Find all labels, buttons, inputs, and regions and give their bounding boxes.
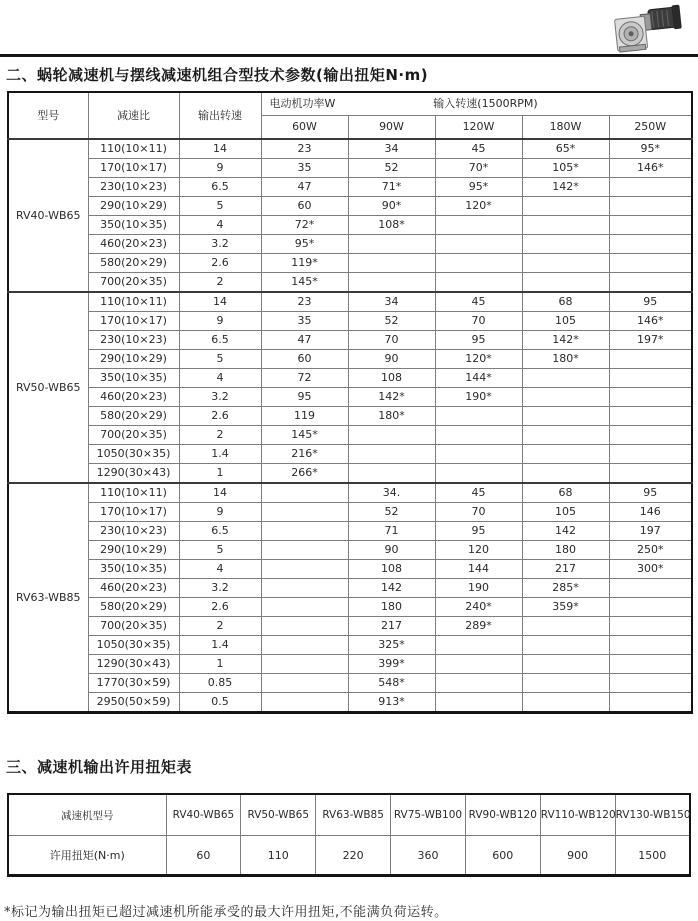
- torque-value-cell: [522, 674, 609, 693]
- parameter-row: [8, 579, 692, 598]
- ratio-cell: 110(10×11): [88, 139, 179, 159]
- torque-value-cell: 95: [609, 483, 692, 503]
- torque-value-cell: 72: [261, 369, 348, 388]
- torque-value-cell: 23: [261, 292, 348, 312]
- parameter-row: [8, 522, 692, 541]
- torque-value-cell: [348, 426, 435, 445]
- torque-value-cell: [522, 197, 609, 216]
- torque-value-cell: [261, 674, 348, 693]
- torque-value-cell: [609, 693, 692, 713]
- torque-value-cell: [261, 655, 348, 674]
- torque-value-cell: 70*: [435, 159, 522, 178]
- gearbox-photo-icon: [608, 4, 688, 54]
- section3-title: 三、减速机输出许用扭矩表: [6, 758, 193, 776]
- torque-value-cell: 913*: [348, 693, 435, 713]
- parameters-table: [7, 91, 693, 714]
- section2-title: 二、蜗轮减速机与摆线减速机组合型技术参数(输出扭矩N·m): [6, 66, 429, 84]
- torque-value-cell: 144: [435, 560, 522, 579]
- ratio-cell: 700(20×35): [88, 617, 179, 636]
- torque-value-cell: 95: [609, 292, 692, 312]
- ratio-cell: 110(10×11): [88, 483, 179, 503]
- torque-value-cell: [435, 235, 522, 254]
- torque-value-cell: [522, 426, 609, 445]
- torque-value-cell: 217: [522, 560, 609, 579]
- torque-value-cell: 90*: [348, 197, 435, 216]
- output-speed-cell: 3.2: [179, 235, 261, 254]
- torque-model: RV50-WB65: [241, 794, 316, 836]
- output-speed-cell: 3.2: [179, 579, 261, 598]
- torque-value-cell: [609, 254, 692, 273]
- output-speed-cell: 4: [179, 216, 261, 235]
- torque-value-cell: [609, 579, 692, 598]
- torque-value-cell: [435, 655, 522, 674]
- torque-value-cell: 105: [522, 503, 609, 522]
- torque-value: 60: [166, 836, 241, 876]
- col-header-model: 型号: [8, 92, 88, 139]
- torque-value-cell: 359*: [522, 598, 609, 617]
- torque-value-cell: 65*: [522, 139, 609, 159]
- ratio-cell: 1050(30×35): [88, 636, 179, 655]
- torque-value-cell: 60: [261, 197, 348, 216]
- torque-value-cell: 35: [261, 159, 348, 178]
- ratio-cell: 230(10×23): [88, 522, 179, 541]
- torque-value-cell: [609, 655, 692, 674]
- parameter-row: [8, 445, 692, 464]
- output-speed-cell: 9: [179, 159, 261, 178]
- parameter-row: [8, 292, 692, 312]
- torque-value-cell: [348, 445, 435, 464]
- torque-value-cell: [609, 388, 692, 407]
- torque-value-cell: 120*: [435, 350, 522, 369]
- torque-value-cell: [522, 216, 609, 235]
- torque-value-cell: [609, 216, 692, 235]
- torque-value-cell: [261, 560, 348, 579]
- output-speed-cell: 9: [179, 503, 261, 522]
- torque-value-cell: 399*: [348, 655, 435, 674]
- torque-value-cell: 95*: [435, 178, 522, 197]
- torque-value-cell: 95*: [609, 139, 692, 159]
- parameter-row: [8, 407, 692, 426]
- torque-value-cell: 71*: [348, 178, 435, 197]
- output-speed-cell: 4: [179, 369, 261, 388]
- torque-value-cell: [435, 216, 522, 235]
- torque-value-cell: 52: [348, 312, 435, 331]
- output-speed-cell: 2: [179, 617, 261, 636]
- parameter-row: [8, 560, 692, 579]
- torque-value-cell: 105: [522, 312, 609, 331]
- parameter-row: [8, 388, 692, 407]
- input-speed-label: 输入转速(1500RPM): [433, 97, 538, 110]
- ratio-cell: 290(10×29): [88, 197, 179, 216]
- torque-value-cell: 34: [348, 139, 435, 159]
- torque-value-cell: [261, 483, 348, 503]
- torque-value-cell: [348, 254, 435, 273]
- torque-value-cell: 217: [348, 617, 435, 636]
- torque-value-cell: 72*: [261, 216, 348, 235]
- output-speed-cell: 2: [179, 273, 261, 293]
- torque-value-cell: [261, 636, 348, 655]
- torque-value-cell: [261, 598, 348, 617]
- torque-value-cell: 146*: [609, 159, 692, 178]
- parameter-row: [8, 178, 692, 197]
- torque-value-cell: [609, 598, 692, 617]
- torque-value-cell: 145*: [261, 273, 348, 293]
- torque-value-cell: [261, 617, 348, 636]
- torque-value-cell: [609, 369, 692, 388]
- torque-header-label: 减速机型号: [8, 794, 166, 836]
- torque-value-cell: 144*: [435, 369, 522, 388]
- torque-value-cell: 266*: [261, 464, 348, 484]
- output-speed-cell: 2.6: [179, 598, 261, 617]
- parameter-row: [8, 369, 692, 388]
- output-speed-cell: 5: [179, 197, 261, 216]
- torque-value-cell: [522, 235, 609, 254]
- ratio-cell: 580(20×29): [88, 598, 179, 617]
- torque-value-cell: [261, 693, 348, 713]
- ratio-cell: 170(10×17): [88, 312, 179, 331]
- torque-value-cell: [435, 693, 522, 713]
- output-speed-cell: 4: [179, 560, 261, 579]
- ratio-cell: 1290(30×43): [88, 655, 179, 674]
- torque-value-cell: 120: [435, 541, 522, 560]
- torque-value-cell: [522, 693, 609, 713]
- col-header-180w: 180W: [522, 116, 609, 140]
- torque-model: RV110-WB120: [540, 794, 615, 836]
- torque-value-cell: 90: [348, 350, 435, 369]
- torque-value-cell: [522, 636, 609, 655]
- torque-value: 220: [316, 836, 391, 876]
- col-header-60w: 60W: [261, 116, 348, 140]
- torque-value-cell: 145*: [261, 426, 348, 445]
- output-speed-cell: 1.4: [179, 636, 261, 655]
- torque-value-cell: 34.: [348, 483, 435, 503]
- torque-value-cell: [609, 197, 692, 216]
- torque-value: 900: [540, 836, 615, 876]
- torque-value-cell: 108: [348, 560, 435, 579]
- torque-models-row: [8, 794, 690, 836]
- torque-value-cell: 47: [261, 331, 348, 350]
- torque-value-cell: [522, 369, 609, 388]
- parameter-row: [8, 273, 692, 293]
- torque-values-row: [8, 836, 690, 876]
- ratio-cell: 110(10×11): [88, 292, 179, 312]
- torque-value-cell: 105*: [522, 159, 609, 178]
- torque-model: RV130-WB150: [615, 794, 690, 836]
- torque-value-cell: 325*: [348, 636, 435, 655]
- torque-value-cell: 60: [261, 350, 348, 369]
- torque-value-cell: 95: [435, 331, 522, 350]
- torque-value-cell: [609, 235, 692, 254]
- torque-value-cell: [522, 254, 609, 273]
- torque-model: RV40-WB65: [166, 794, 241, 836]
- output-speed-cell: 1.4: [179, 445, 261, 464]
- torque-value-cell: 23: [261, 139, 348, 159]
- torque-model: RV90-WB120: [465, 794, 540, 836]
- torque-value-cell: 45: [435, 483, 522, 503]
- parameter-row: [8, 197, 692, 216]
- torque-value-cell: 146*: [609, 312, 692, 331]
- output-speed-cell: 5: [179, 541, 261, 560]
- torque-value-cell: [522, 445, 609, 464]
- torque-value-cell: 95: [261, 388, 348, 407]
- torque-value-cell: 300*: [609, 560, 692, 579]
- output-speed-cell: 2: [179, 426, 261, 445]
- torque-value-cell: 47: [261, 178, 348, 197]
- torque-value-cell: [609, 273, 692, 293]
- output-speed-cell: 6.5: [179, 331, 261, 350]
- torque-value-cell: 119*: [261, 254, 348, 273]
- torque-value-cell: [522, 464, 609, 484]
- torque-value-cell: 180: [348, 598, 435, 617]
- output-speed-cell: 14: [179, 292, 261, 312]
- torque-value-cell: 45: [435, 292, 522, 312]
- torque-value-cell: 108: [348, 369, 435, 388]
- torque-table: [7, 793, 691, 877]
- model-cell: RV63-WB85: [8, 483, 88, 713]
- ratio-cell: 350(10×35): [88, 216, 179, 235]
- parameter-row: [8, 139, 692, 159]
- torque-value-cell: 52: [348, 159, 435, 178]
- torque-value-cell: [435, 636, 522, 655]
- output-speed-cell: 3.2: [179, 388, 261, 407]
- ratio-cell: 350(10×35): [88, 369, 179, 388]
- torque-value-cell: 119: [261, 407, 348, 426]
- torque-value-cell: [261, 522, 348, 541]
- torque-value: 600: [465, 836, 540, 876]
- output-speed-cell: 2.6: [179, 407, 261, 426]
- parameters-table-body: [8, 139, 692, 713]
- output-speed-cell: 9: [179, 312, 261, 331]
- torque-value-cell: 142: [522, 522, 609, 541]
- parameter-row: [8, 598, 692, 617]
- torque-value-cell: [522, 273, 609, 293]
- torque-value-cell: [435, 426, 522, 445]
- ratio-cell: 170(10×17): [88, 503, 179, 522]
- torque-value-cell: 197*: [609, 331, 692, 350]
- torque-value-cell: [261, 503, 348, 522]
- torque-value-cell: [261, 541, 348, 560]
- torque-value-cell: 108*: [348, 216, 435, 235]
- torque-value-cell: [609, 464, 692, 484]
- torque-value-cell: [609, 617, 692, 636]
- ratio-cell: 350(10×35): [88, 560, 179, 579]
- torque-value-cell: 240*: [435, 598, 522, 617]
- torque-value-cell: [435, 464, 522, 484]
- parameter-row: [8, 216, 692, 235]
- torque-value-cell: 180*: [348, 407, 435, 426]
- torque-model: RV63-WB85: [316, 794, 391, 836]
- torque-value: 1500: [615, 836, 690, 876]
- torque-value-cell: [348, 235, 435, 254]
- torque-value: 110: [241, 836, 316, 876]
- torque-value-cell: [435, 445, 522, 464]
- torque-value-cell: 68: [522, 483, 609, 503]
- output-speed-cell: 5: [179, 350, 261, 369]
- parameter-row: [8, 617, 692, 636]
- parameter-row: [8, 655, 692, 674]
- parameter-row: [8, 483, 692, 503]
- torque-value-cell: 52: [348, 503, 435, 522]
- torque-value-cell: [609, 178, 692, 197]
- output-speed-cell: 6.5: [179, 178, 261, 197]
- torque-value-cell: 142*: [522, 178, 609, 197]
- parameter-row: [8, 254, 692, 273]
- torque-value-cell: 180*: [522, 350, 609, 369]
- torque-value-cell: 289*: [435, 617, 522, 636]
- torque-value-cell: 142*: [348, 388, 435, 407]
- col-header-power-group: [261, 92, 692, 116]
- torque-value-cell: 35: [261, 312, 348, 331]
- torque-value-cell: 95: [435, 522, 522, 541]
- parameter-row: [8, 331, 692, 350]
- torque-value-cell: 146: [609, 503, 692, 522]
- col-header-ratio: 减速比: [88, 92, 179, 139]
- torque-value-cell: 180: [522, 541, 609, 560]
- ratio-cell: 230(10×23): [88, 178, 179, 197]
- torque-value-cell: [609, 445, 692, 464]
- parameter-row: [8, 693, 692, 713]
- ratio-cell: 1290(30×43): [88, 464, 179, 484]
- ratio-cell: 700(20×35): [88, 426, 179, 445]
- output-speed-cell: 14: [179, 483, 261, 503]
- torque-value-cell: [261, 579, 348, 598]
- torque-value-cell: 142*: [522, 331, 609, 350]
- torque-value-cell: [522, 407, 609, 426]
- parameter-row: [8, 426, 692, 445]
- col-header-120w: 120W: [435, 116, 522, 140]
- torque-model: RV75-WB100: [391, 794, 466, 836]
- torque-value-cell: 548*: [348, 674, 435, 693]
- torque-value-cell: 70: [435, 312, 522, 331]
- output-speed-cell: 1: [179, 655, 261, 674]
- parameter-row: [8, 674, 692, 693]
- torque-value-cell: [435, 407, 522, 426]
- ratio-cell: 580(20×29): [88, 407, 179, 426]
- ratio-cell: 170(10×17): [88, 159, 179, 178]
- col-header-250w: 250W: [609, 116, 692, 140]
- torque-value-cell: [609, 636, 692, 655]
- torque-value-cell: 285*: [522, 579, 609, 598]
- parameter-row: [8, 541, 692, 560]
- parameter-row: [8, 235, 692, 254]
- torque-value-cell: 120*: [435, 197, 522, 216]
- torque-value-cell: [522, 388, 609, 407]
- torque-value-cell: 216*: [261, 445, 348, 464]
- ratio-cell: 230(10×23): [88, 331, 179, 350]
- torque-value-cell: 45: [435, 139, 522, 159]
- ratio-cell: 460(20×23): [88, 235, 179, 254]
- page-header: [0, 0, 698, 57]
- torque-value-cell: [348, 464, 435, 484]
- col-header-output-speed: 输出转速: [179, 92, 261, 139]
- ratio-cell: 290(10×29): [88, 350, 179, 369]
- torque-value-cell: [435, 273, 522, 293]
- parameter-row: [8, 503, 692, 522]
- output-speed-cell: 14: [179, 139, 261, 159]
- parameter-row: [8, 312, 692, 331]
- torque-value-cell: 71: [348, 522, 435, 541]
- torque-value-cell: [522, 655, 609, 674]
- ratio-cell: 460(20×23): [88, 579, 179, 598]
- ratio-cell: 700(20×35): [88, 273, 179, 293]
- output-speed-cell: 6.5: [179, 522, 261, 541]
- torque-value-cell: [609, 674, 692, 693]
- footnote: *标记为输出扭矩已超过减速机所能承受的最大许用扭矩,不能满负荷运转。: [4, 905, 448, 920]
- torque-value-cell: 190*: [435, 388, 522, 407]
- torque-value-cell: [609, 426, 692, 445]
- output-speed-cell: 1: [179, 464, 261, 484]
- parameter-row: [8, 464, 692, 484]
- torque-value-cell: 70: [435, 503, 522, 522]
- torque-value-cell: [522, 617, 609, 636]
- output-speed-cell: 2.6: [179, 254, 261, 273]
- model-cell: RV40-WB65: [8, 139, 88, 292]
- torque-value-cell: 142: [348, 579, 435, 598]
- torque-value-cell: 34: [348, 292, 435, 312]
- torque-value-cell: 95*: [261, 235, 348, 254]
- torque-value-cell: [609, 350, 692, 369]
- torque-value-cell: 197: [609, 522, 692, 541]
- torque-value-cell: [435, 254, 522, 273]
- torque-value-cell: 90: [348, 541, 435, 560]
- motor-power-label: 电动机功率W: [269, 97, 336, 110]
- torque-value-cell: [348, 273, 435, 293]
- parameter-row: [8, 350, 692, 369]
- ratio-cell: 1770(30×59): [88, 674, 179, 693]
- col-header-90w: 90W: [348, 116, 435, 140]
- torque-value: 360: [391, 836, 466, 876]
- torque-value-cell: [609, 407, 692, 426]
- ratio-cell: 1050(30×35): [88, 445, 179, 464]
- torque-row-label: 许用扭矩(N·m): [8, 836, 166, 876]
- torque-value-cell: 250*: [609, 541, 692, 560]
- torque-value-cell: 68: [522, 292, 609, 312]
- ratio-cell: 580(20×29): [88, 254, 179, 273]
- torque-value-cell: 70: [348, 331, 435, 350]
- ratio-cell: 460(20×23): [88, 388, 179, 407]
- ratio-cell: 2950(50×59): [88, 693, 179, 713]
- output-speed-cell: 0.85: [179, 674, 261, 693]
- parameter-row: [8, 159, 692, 178]
- torque-value-cell: 190: [435, 579, 522, 598]
- model-cell: RV50-WB65: [8, 292, 88, 483]
- output-speed-cell: 0.5: [179, 693, 261, 713]
- torque-value-cell: [435, 674, 522, 693]
- parameter-row: [8, 636, 692, 655]
- ratio-cell: 290(10×29): [88, 541, 179, 560]
- parameters-table-header: [8, 92, 692, 139]
